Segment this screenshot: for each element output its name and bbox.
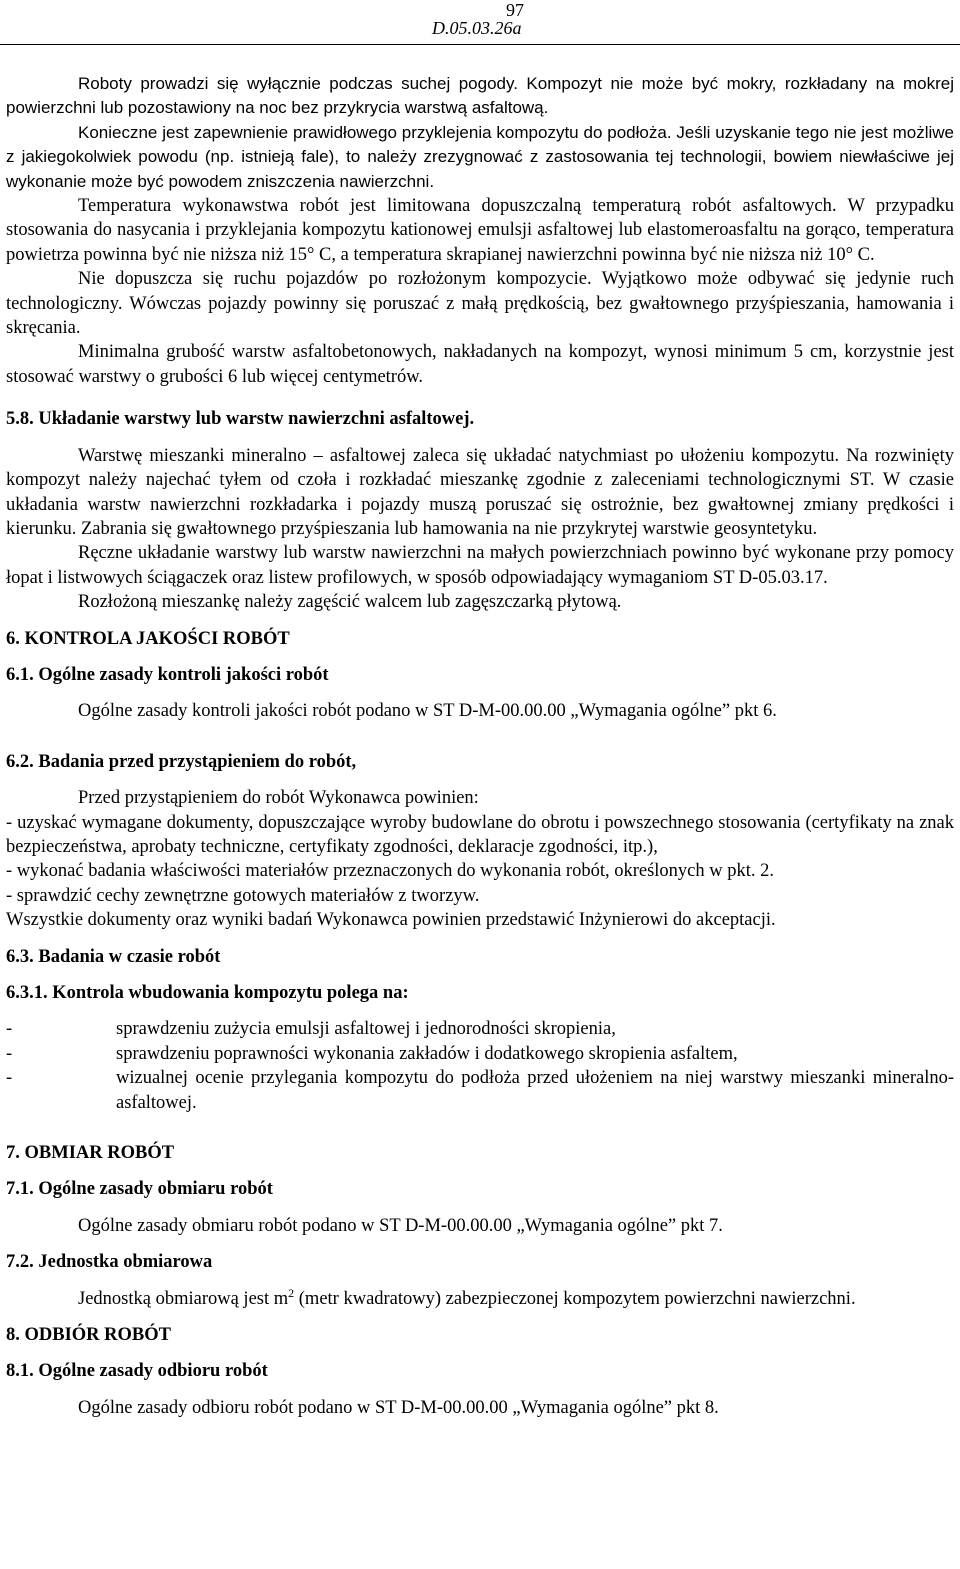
page-content <box>6 72 954 1420</box>
section-heading-8: 8. ODBIÓR ROBÓT <box>6 1325 171 1346</box>
section-heading-6-1: 6.1. Ogólne zasady kontroli jakości robót <box>6 664 329 685</box>
superscript: 2 <box>288 1285 295 1300</box>
paragraph: Temperatura wykonawstwa robót jest limitowana dopuszczalną temperaturą robót asfaltowych. W przypadku stosowania do nasycania i przyklejania kompozytu kationowej emulsji asfaltowej lub elastomeroasfaltu na gorąco, temperatura powietrza powinna być nie niższa niż 15° C, a temperatura skrapianej nawierzchni powinna być nie niższa niż 10° C. <box>6 196 954 265</box>
paragraph: Ogólne zasady odbioru robót podano w ST D-M-00.00.00 „Wymagania ogólne” pkt 8. <box>78 1397 719 1418</box>
paragraph-unit <box>6 1287 954 1311</box>
page-number: 97 <box>506 0 524 20</box>
paragraph: Rozłożoną mieszankę należy zagęścić walcem lub zagęszczarką płytową. <box>78 592 622 613</box>
paragraph: Warstwę mieszanki mineralno – asfaltowej zaleca się układać natychmiast po ułożeniu kompozytu. Na rozwinięty kompozyt należy najechać tyłem od czoła i rozkładać mieszankę zgodnie z zaleceniami technologicznymi ST. W czasie układania warstw nawierzchni rozkładarka i pojazdy muszą poruszać się ostrożnie, bez gwałtownej zmiany prędkości i kierunku. Zabrania się gwałtownego przyśpieszania lub hamowania na nie przykrytej warstwie geosyntetyku. <box>6 445 954 539</box>
section-heading-7-2: 7.2. Jednostka obmiarowa <box>6 1252 213 1273</box>
list-item-text: sprawdzeniu zużycia emulsji asfaltowej i jednorodności skropienia, <box>116 1019 616 1040</box>
header-divider <box>0 44 960 45</box>
paragraph: Ogólne zasady kontroli jakości robót podano w ST D-M-00.00.00 „Wymagania ogólne” pkt 6. <box>78 701 777 722</box>
check-list <box>6 1017 954 1115</box>
paragraph: - wykonać badania właściwości materiałów przeznaczonych do wykonania robót, określonych w pkt. 2. <box>6 861 775 882</box>
list-item-text: wizualnej ocenie przylegania kompozytu do podłoża przed ułożeniem na niej warstwy mieszanki mineralno-asfaltowej. <box>116 1068 954 1113</box>
unit-text-rest: (metr kwadratowy) zabezpieczonej kompozytem powierzchni nawierzchni. <box>294 1288 856 1309</box>
paragraph: Ręczne układanie warstwy lub warstw nawierzchni na małych powierzchniach powinno być wykonane przy pomocy łopat i listwowych ściągaczek oraz listew profilowych, w sposób odpowiadający wymaganiom ST D-05.03.17. <box>6 543 954 588</box>
section-heading-6-2: 6.2. Badania przed przystąpieniem do robót, <box>6 751 357 772</box>
list-item <box>6 1017 954 1041</box>
paragraph: Wszystkie dokumenty oraz wyniki badań Wykonawca powinien przedstawić Inżynierowi do akceptacji. <box>6 910 776 931</box>
paragraph: - uzyskać wymagane dokumenty, dopuszczające wyroby budowlane do obrotu i powszechnego stosowania (certyfikaty na znak bezpieczeństwa, aprobaty techniczne, certyfikaty zgodności, deklaracje zgodności, itp.), <box>6 812 954 857</box>
list-item-text: sprawdzeniu poprawności wykonania zakładów i dodatkowego skropienia asfaltem, <box>116 1043 738 1064</box>
paragraph: Minimalna grubość warstw asfaltobetonowych, nakładanych na kompozyt, wynosi minimum 5 cm, korzystnie jest stosować warstwy o grubości 6 lub więcej centymetrów. <box>6 342 954 387</box>
paragraph: Nie dopuszcza się ruchu pojazdów po rozłożonym kompozycie. Wyjątkowo może odbywać się jedynie ruch technologiczny. Wówczas pojazdy powinny się poruszać z małą prędkością, bez gwałtownego przyśpieszania, hamowania i skręcania. <box>6 269 954 339</box>
section-heading-6-3: 6.3. Badania w czasie robót <box>6 946 221 967</box>
list-dash: - <box>6 1019 13 1040</box>
paragraph: Ogólne zasady obmiaru robót podano w ST D-M-00.00.00 „Wymagania ogólne” pkt 7. <box>78 1215 723 1236</box>
section-heading-7-1: 7.1. Ogólne zasady obmiaru robót <box>6 1179 273 1200</box>
paragraph: Przed przystąpieniem do robót Wykonawca powinien: <box>78 788 479 809</box>
paragraph: Roboty prowadzi się wyłącznie podczas suchej pogody. Kompozyt nie może być mokry, rozkładany na mokrej powierzchni lub pozostawiony na noc bez przykrycia warstwą asfaltową. <box>6 74 954 118</box>
section-heading-5-8: 5.8. Układanie warstwy lub warstw nawierzchni asfaltowej. <box>6 409 475 430</box>
paragraph: Konieczne jest zapewnienie prawidłowego przyklejenia kompozytu do podłoża. Jeśli uzyskanie tego nie jest możliwe z jakiegokolwiek powodu (np. istnieją fale), to należy zrezygnować z zastosowania tej technologii, bowiem niewłaściwe jej wykonanie może być powodem zniszczenia nawierzchni. <box>6 122 954 191</box>
section-heading-8-1: 8.1. Ogólne zasady odbioru robót <box>6 1361 268 1382</box>
section-heading-6: 6. KONTROLA JAKOŚCI ROBÓT <box>6 628 290 649</box>
list-dash: - <box>6 1043 13 1064</box>
list-dash: - <box>6 1068 13 1089</box>
paragraph: - sprawdzić cechy zewnętrzne gotowych materiałów z tworzyw. <box>6 885 480 906</box>
section-heading-7: 7. OBMIAR ROBÓT <box>6 1143 175 1164</box>
section-heading-6-3-1: 6.3.1. Kontrola wbudowania kompozytu polega na: <box>6 983 409 1003</box>
list-item <box>6 1042 954 1066</box>
unit-text: Jednostką obmiarową jest m <box>78 1288 289 1309</box>
document-code: D.05.03.26a <box>432 18 522 38</box>
list-item <box>6 1066 954 1115</box>
page-header <box>0 0 960 46</box>
